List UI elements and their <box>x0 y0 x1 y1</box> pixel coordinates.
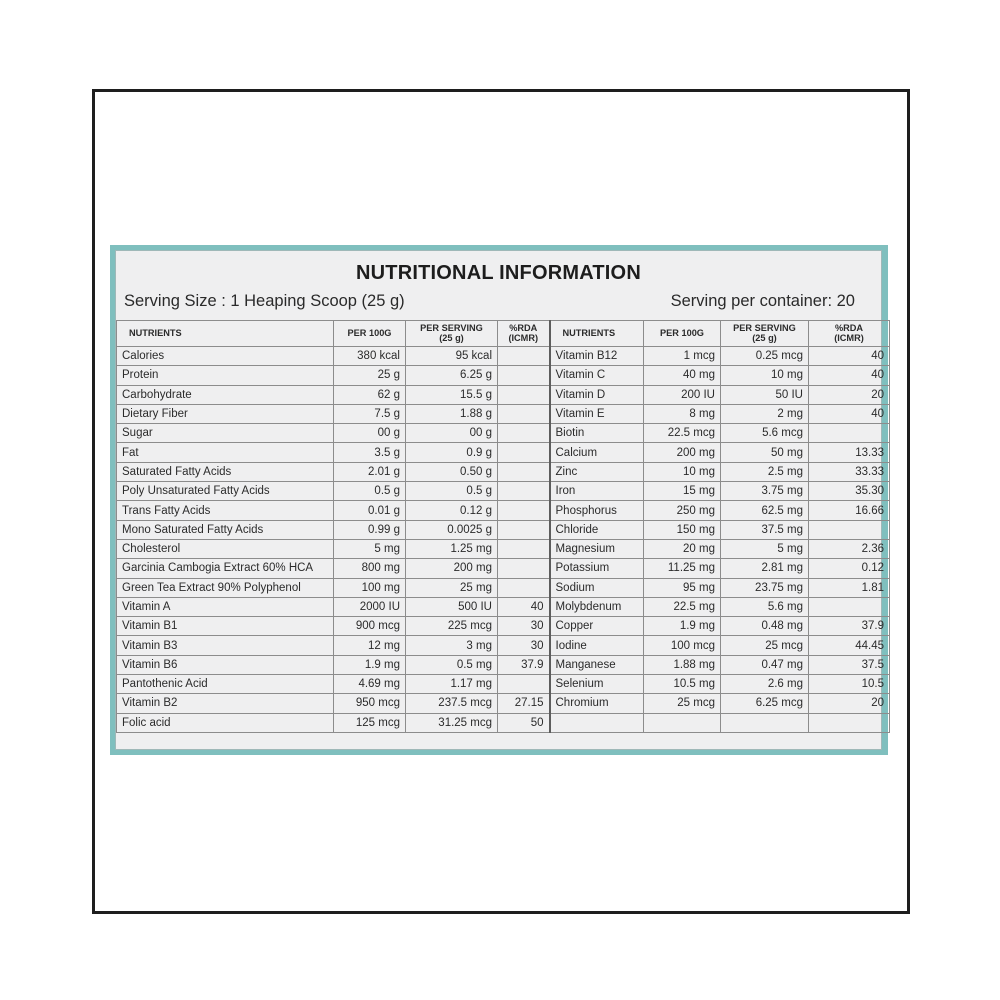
table-row <box>117 539 890 558</box>
header-rda-line1: %RDA <box>509 323 538 333</box>
header-rda-left <box>498 321 550 347</box>
left-nutrient-name: Pantothenic Acid <box>117 675 334 694</box>
left-rda-value <box>498 559 550 578</box>
left-per-serving-value: 15.5 g <box>406 385 498 404</box>
left-rda-value <box>498 443 550 462</box>
right-rda-value: 35.30 <box>809 482 890 501</box>
right-nutrient-name: Chromium <box>550 694 644 713</box>
table-row <box>117 385 890 404</box>
right-per-100g-value: 15 mg <box>644 482 721 501</box>
left-nutrient-name: Vitamin B6 <box>117 655 334 674</box>
right-per-100g-value: 1 mcg <box>644 347 721 366</box>
left-per-serving-value: 1.88 g <box>406 404 498 423</box>
header-per-serving-right <box>721 321 809 347</box>
table-row <box>117 694 890 713</box>
left-per-100g-value: 00 g <box>334 424 406 443</box>
table-row <box>117 655 890 674</box>
left-per-serving-value: 1.25 mg <box>406 539 498 558</box>
header-rda-right <box>809 321 890 347</box>
nutrition-table <box>116 320 890 733</box>
left-per-serving-value: 31.25 mcg <box>406 713 498 732</box>
page-title: NUTRITIONAL INFORMATION <box>356 262 641 284</box>
right-per-100g-value: 10 mg <box>644 462 721 481</box>
right-per-100g-value: 22.5 mcg <box>644 424 721 443</box>
right-rda-value: 16.66 <box>809 501 890 520</box>
left-per-100g-value: 1.9 mg <box>334 655 406 674</box>
left-per-100g-value: 0.01 g <box>334 501 406 520</box>
right-per-100g-value: 100 mcg <box>644 636 721 655</box>
header-per100-left: PER 100G <box>334 321 406 347</box>
left-per-100g-value: 25 g <box>334 366 406 385</box>
table-row <box>117 520 890 539</box>
right-nutrient-name: Copper <box>550 617 644 636</box>
left-per-serving-value: 3 mg <box>406 636 498 655</box>
left-nutrient-name: Garcinia Cambogia Extract 60% HCA <box>117 559 334 578</box>
left-nutrient-name: Sugar <box>117 424 334 443</box>
nutrition-panel <box>110 245 888 755</box>
left-rda-value <box>498 539 550 558</box>
right-nutrient-name <box>550 713 644 732</box>
left-rda-value <box>498 366 550 385</box>
table-header-row <box>117 321 890 347</box>
right-nutrient-name: Vitamin B12 <box>550 347 644 366</box>
left-per-serving-value: 25 mg <box>406 578 498 597</box>
right-rda-value <box>809 597 890 616</box>
left-per-100g-value: 12 mg <box>334 636 406 655</box>
left-per-serving-value: 0.50 g <box>406 462 498 481</box>
left-rda-value: 40 <box>498 597 550 616</box>
right-per-serving-value: 6.25 mcg <box>721 694 809 713</box>
left-per-serving-value: 500 IU <box>406 597 498 616</box>
right-rda-value: 37.5 <box>809 655 890 674</box>
right-nutrient-name: Vitamin D <box>550 385 644 404</box>
left-per-serving-value: 225 mcg <box>406 617 498 636</box>
right-nutrient-name: Iodine <box>550 636 644 655</box>
table-row <box>117 462 890 481</box>
right-per-100g-value: 11.25 mg <box>644 559 721 578</box>
left-per-serving-value: 0.0025 g <box>406 520 498 539</box>
right-rda-value: 13.33 <box>809 443 890 462</box>
left-nutrient-name: Poly Unsaturated Fatty Acids <box>117 482 334 501</box>
left-per-100g-value: 2.01 g <box>334 462 406 481</box>
header-per-serving-line1: PER SERVING <box>420 323 483 333</box>
right-rda-value: 40 <box>809 347 890 366</box>
right-rda-value: 1.81 <box>809 578 890 597</box>
right-rda-value: 37.9 <box>809 617 890 636</box>
left-rda-value: 50 <box>498 713 550 732</box>
left-nutrient-name: Calories <box>117 347 334 366</box>
left-nutrient-name: Fat <box>117 443 334 462</box>
right-per-serving-value: 0.47 mg <box>721 655 809 674</box>
left-per-100g-value: 380 kcal <box>334 347 406 366</box>
right-rda-value: 40 <box>809 404 890 423</box>
right-nutrient-name: Phosphorus <box>550 501 644 520</box>
table-row <box>117 713 890 732</box>
left-per-100g-value: 7.5 g <box>334 404 406 423</box>
right-nutrient-name: Selenium <box>550 675 644 694</box>
right-per-100g-value: 250 mg <box>644 501 721 520</box>
right-per-serving-value: 2.81 mg <box>721 559 809 578</box>
table-row <box>117 559 890 578</box>
left-nutrient-name: Mono Saturated Fatty Acids <box>117 520 334 539</box>
left-nutrient-name: Saturated Fatty Acids <box>117 462 334 481</box>
left-rda-value <box>498 424 550 443</box>
right-rda-value: 2.36 <box>809 539 890 558</box>
left-per-100g-value: 800 mg <box>334 559 406 578</box>
table-row <box>117 482 890 501</box>
right-rda-value: 0.12 <box>809 559 890 578</box>
left-per-100g-value: 950 mcg <box>334 694 406 713</box>
left-rda-value <box>498 404 550 423</box>
right-per-serving-value: 50 IU <box>721 385 809 404</box>
left-rda-value <box>498 482 550 501</box>
right-rda-value: 20 <box>809 385 890 404</box>
table-row <box>117 424 890 443</box>
header-per-serving-left <box>406 321 498 347</box>
left-per-100g-value: 100 mg <box>334 578 406 597</box>
left-rda-value <box>498 347 550 366</box>
right-nutrient-name: Vitamin C <box>550 366 644 385</box>
right-per-serving-value: 5.6 mg <box>721 597 809 616</box>
right-per-serving-value: 5 mg <box>721 539 809 558</box>
left-rda-value <box>498 501 550 520</box>
left-per-serving-value: 237.5 mcg <box>406 694 498 713</box>
left-rda-value: 30 <box>498 617 550 636</box>
right-per-serving-value: 2.6 mg <box>721 675 809 694</box>
left-per-serving-value: 95 kcal <box>406 347 498 366</box>
left-per-100g-value: 62 g <box>334 385 406 404</box>
header-nutrients-left: NUTRIENTS <box>117 321 334 347</box>
right-per-serving-value: 62.5 mg <box>721 501 809 520</box>
right-per-100g-value: 150 mg <box>644 520 721 539</box>
right-rda-value <box>809 424 890 443</box>
left-rda-value <box>498 675 550 694</box>
header-per-serving-line1: PER SERVING <box>733 323 796 333</box>
right-per-serving-value: 0.25 mcg <box>721 347 809 366</box>
left-per-serving-value: 1.17 mg <box>406 675 498 694</box>
left-per-100g-value: 900 mcg <box>334 617 406 636</box>
right-per-100g-value: 1.88 mg <box>644 655 721 674</box>
right-nutrient-name: Biotin <box>550 424 644 443</box>
table-row <box>117 501 890 520</box>
right-per-serving-value: 0.48 mg <box>721 617 809 636</box>
left-nutrient-name: Vitamin A <box>117 597 334 616</box>
header-rda-line1: %RDA <box>834 323 864 333</box>
left-per-serving-value: 0.5 mg <box>406 655 498 674</box>
left-rda-value: 30 <box>498 636 550 655</box>
left-rda-value <box>498 462 550 481</box>
table-row <box>117 578 890 597</box>
left-rda-value <box>498 520 550 539</box>
header-per-serving-line2: (25 g) <box>752 332 777 343</box>
left-nutrient-name: Dietary Fiber <box>117 404 334 423</box>
left-nutrient-name: Folic acid <box>117 713 334 732</box>
left-rda-value: 37.9 <box>498 655 550 674</box>
right-per-serving-value: 2.5 mg <box>721 462 809 481</box>
table-row <box>117 443 890 462</box>
right-per-100g-value: 40 mg <box>644 366 721 385</box>
table-row <box>117 617 890 636</box>
left-per-100g-value: 2000 IU <box>334 597 406 616</box>
right-rda-value <box>809 520 890 539</box>
right-per-100g-value: 20 mg <box>644 539 721 558</box>
left-per-serving-value: 0.5 g <box>406 482 498 501</box>
right-rda-value: 44.45 <box>809 636 890 655</box>
right-per-serving-value: 5.6 mcg <box>721 424 809 443</box>
left-per-100g-value: 0.5 g <box>334 482 406 501</box>
left-nutrient-name: Trans Fatty Acids <box>117 501 334 520</box>
right-nutrient-name: Chloride <box>550 520 644 539</box>
left-nutrient-name: Carbohydrate <box>117 385 334 404</box>
left-per-serving-value: 200 mg <box>406 559 498 578</box>
nutrition-table-body <box>117 347 890 733</box>
header-rda-line2: (ICMR) <box>834 332 864 343</box>
right-per-100g-value: 8 mg <box>644 404 721 423</box>
right-per-100g-value: 22.5 mg <box>644 597 721 616</box>
left-per-100g-value: 3.5 g <box>334 443 406 462</box>
right-per-serving-value: 25 mcg <box>721 636 809 655</box>
table-row <box>117 675 890 694</box>
right-rda-value: 40 <box>809 366 890 385</box>
right-nutrient-name: Vitamin E <box>550 404 644 423</box>
left-rda-value <box>498 385 550 404</box>
left-rda-value <box>498 578 550 597</box>
right-per-100g-value <box>644 713 721 732</box>
right-per-serving-value: 23.75 mg <box>721 578 809 597</box>
table-row <box>117 347 890 366</box>
left-per-serving-value: 00 g <box>406 424 498 443</box>
right-per-100g-value: 25 mcg <box>644 694 721 713</box>
left-per-100g-value: 125 mcg <box>334 713 406 732</box>
right-per-serving-value: 37.5 mg <box>721 520 809 539</box>
left-per-100g-value: 5 mg <box>334 539 406 558</box>
right-per-100g-value: 200 mg <box>644 443 721 462</box>
right-nutrient-name: Zinc <box>550 462 644 481</box>
right-nutrient-name: Potassium <box>550 559 644 578</box>
left-per-100g-value: 4.69 mg <box>334 675 406 694</box>
right-nutrient-name: Magnesium <box>550 539 644 558</box>
header-per100-right: PER 100G <box>644 321 721 347</box>
right-rda-value <box>809 713 890 732</box>
left-nutrient-name: Vitamin B1 <box>117 617 334 636</box>
right-per-serving-value <box>721 713 809 732</box>
left-nutrient-name: Green Tea Extract 90% Polyphenol <box>117 578 334 597</box>
left-per-serving-value: 0.9 g <box>406 443 498 462</box>
nutrition-panel-inner <box>115 250 882 750</box>
left-nutrient-name: Vitamin B3 <box>117 636 334 655</box>
right-nutrient-name: Molybdenum <box>550 597 644 616</box>
serving-per-container: Serving per container: 20 <box>670 292 855 310</box>
header-nutrients-right: NUTRIENTS <box>550 321 644 347</box>
right-rda-value: 33.33 <box>809 462 890 481</box>
right-per-100g-value: 10.5 mg <box>644 675 721 694</box>
right-nutrient-name: Calcium <box>550 443 644 462</box>
serving-size: Serving Size : 1 Heaping Scoop (25 g) <box>124 292 405 310</box>
right-per-100g-value: 95 mg <box>644 578 721 597</box>
header-per-serving-line2: (25 g) <box>439 332 464 343</box>
right-per-serving-value: 3.75 mg <box>721 482 809 501</box>
left-nutrient-name: Protein <box>117 366 334 385</box>
right-nutrient-name: Manganese <box>550 655 644 674</box>
table-row <box>117 404 890 423</box>
right-nutrient-name: Iron <box>550 482 644 501</box>
right-per-100g-value: 1.9 mg <box>644 617 721 636</box>
left-rda-value: 27.15 <box>498 694 550 713</box>
right-per-100g-value: 200 IU <box>644 385 721 404</box>
left-per-serving-value: 0.12 g <box>406 501 498 520</box>
right-rda-value: 10.5 <box>809 675 890 694</box>
left-nutrient-name: Cholesterol <box>117 539 334 558</box>
header-rda-line2: (ICMR) <box>508 332 539 343</box>
right-rda-value: 20 <box>809 694 890 713</box>
right-per-serving-value: 2 mg <box>721 404 809 423</box>
right-per-serving-value: 50 mg <box>721 443 809 462</box>
left-per-100g-value: 0.99 g <box>334 520 406 539</box>
table-row <box>117 366 890 385</box>
table-row <box>117 636 890 655</box>
left-nutrient-name: Vitamin B2 <box>117 694 334 713</box>
table-row <box>117 597 890 616</box>
right-per-serving-value: 10 mg <box>721 366 809 385</box>
right-nutrient-name: Sodium <box>550 578 644 597</box>
left-per-serving-value: 6.25 g <box>406 366 498 385</box>
